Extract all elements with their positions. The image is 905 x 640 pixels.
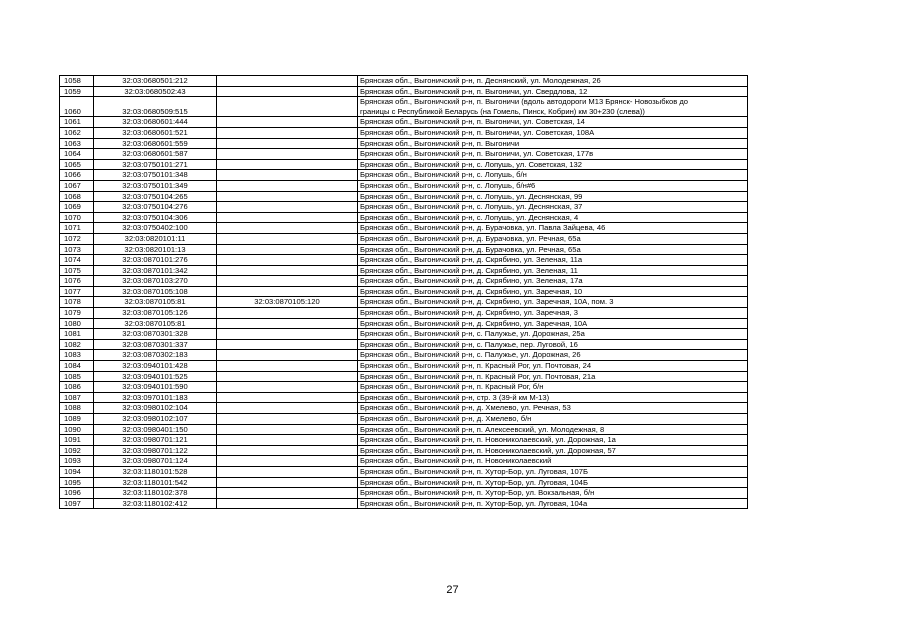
cadastral-number-cell: 32:03:0870103:270 [94, 276, 217, 287]
related-cadastral-number-cell [217, 488, 358, 499]
address-cell: Брянская обл., Выгоничский р-н, п. Выгоничи, ул. Советская, 14 [358, 117, 748, 128]
row-number-cell: 1079 [60, 308, 94, 319]
table-row [60, 159, 748, 170]
cadastral-number-cell: 32:03:0980102:107 [94, 414, 217, 425]
address-cell: Брянская обл., Выгоничский р-н, с. Лопушь, ул. Деснянская, 99 [358, 191, 748, 202]
row-number-cell: 1074 [60, 255, 94, 266]
address-cell: Брянская обл., Выгоничский р-н, с. Лопушь, ул. Советская, 132 [358, 159, 748, 170]
row-number-cell: 1084 [60, 361, 94, 372]
related-cadastral-number-cell: 32:03:0870105:120 [217, 297, 358, 308]
row-number-cell: 1071 [60, 223, 94, 234]
row-number-cell: 1065 [60, 159, 94, 170]
table-row [60, 477, 748, 488]
related-cadastral-number-cell [217, 159, 358, 170]
cadastral-number-cell: 32:03:1180101:528 [94, 466, 217, 477]
table-row [60, 456, 748, 467]
cadastral-number-cell: 32:03:0870301:328 [94, 329, 217, 340]
row-number-cell: 1058 [60, 76, 94, 87]
row-number-cell: 1060 [60, 97, 94, 117]
address-cell: Брянская обл., Выгоничский р-н, п. Деснянский, ул. Молодежная, 26 [358, 76, 748, 87]
cadastral-number-cell: 32:03:0680601:521 [94, 127, 217, 138]
related-cadastral-number-cell [217, 382, 358, 393]
address-cell: Брянская обл., Выгоничский р-н, с. Лопушь, б/н#6 [358, 180, 748, 191]
table-row [60, 329, 748, 340]
related-cadastral-number-cell [217, 371, 358, 382]
row-number-cell: 1089 [60, 414, 94, 425]
cadastral-number-cell: 32:03:0940101:525 [94, 371, 217, 382]
cadastral-number-cell: 32:03:0870105:81 [94, 318, 217, 329]
related-cadastral-number-cell [217, 86, 358, 97]
related-cadastral-number-cell [217, 127, 358, 138]
table-row [60, 127, 748, 138]
row-number-cell: 1091 [60, 435, 94, 446]
table-row [60, 318, 748, 329]
row-number-cell: 1096 [60, 488, 94, 499]
related-cadastral-number-cell [217, 76, 358, 87]
table-row [60, 297, 748, 308]
cadastral-number-cell: 32:03:0980701:122 [94, 445, 217, 456]
cadastral-number-cell: 32:03:0870301:337 [94, 339, 217, 350]
related-cadastral-number-cell [217, 244, 358, 255]
row-number-cell: 1062 [60, 127, 94, 138]
table-row [60, 86, 748, 97]
cadastral-number-cell: 32:03:0750101:349 [94, 180, 217, 191]
cadastral-number-cell: 32:03:0680601:444 [94, 117, 217, 128]
related-cadastral-number-cell [217, 286, 358, 297]
address-cell: Брянская обл., Выгоничский р-н, п. Выгоничи [358, 138, 748, 149]
address-cell: Брянская обл., Выгоничский р-н, п. Новониколаевский, ул. Дорожная, 57 [358, 445, 748, 456]
related-cadastral-number-cell [217, 202, 358, 213]
table-row [60, 276, 748, 287]
table-row [60, 265, 748, 276]
related-cadastral-number-cell [217, 170, 358, 181]
related-cadastral-number-cell [217, 318, 358, 329]
related-cadastral-number-cell [217, 223, 358, 234]
cadastral-number-cell: 32:03:0870101:342 [94, 265, 217, 276]
related-cadastral-number-cell [217, 233, 358, 244]
related-cadastral-number-cell [217, 329, 358, 340]
address-cell: Брянская обл., Выгоничский р-н, д. Хмелево, б/н [358, 414, 748, 425]
address-cell: Брянская обл., Выгоничский р-н, д. Скрябино, ул. Заречная, 10А [358, 318, 748, 329]
table-row [60, 191, 748, 202]
cadastral-number-cell: 32:03:0870105:108 [94, 286, 217, 297]
row-number-cell: 1070 [60, 212, 94, 223]
cadastral-number-cell: 32:03:0750402:100 [94, 223, 217, 234]
table-row [60, 466, 748, 477]
cadastral-number-cell: 32:03:0870105:126 [94, 308, 217, 319]
address-cell: Брянская обл., Выгоничский р-н, п. Алексеевский, ул. Молодежная, 8 [358, 424, 748, 435]
row-number-cell: 1087 [60, 392, 94, 403]
address-cell: Брянская обл., Выгоничский р-н, д. Скрябино, ул. Зеленая, 11 [358, 265, 748, 276]
related-cadastral-number-cell [217, 424, 358, 435]
address-cell: Брянская обл., Выгоничский р-н, д. Скрябино, ул. Зеленая, 17а [358, 276, 748, 287]
related-cadastral-number-cell [217, 308, 358, 319]
table-row [60, 138, 748, 149]
row-number-cell: 1081 [60, 329, 94, 340]
cadastral-number-cell: 32:03:0680509:515 [94, 97, 217, 117]
table-row [60, 255, 748, 266]
table-row [60, 170, 748, 181]
table-row [60, 424, 748, 435]
address-cell: Брянская обл., Выгоничский р-н, д. Скрябино, ул. Зеленая, 11а [358, 255, 748, 266]
table-row [60, 212, 748, 223]
address-cell: Брянская обл., Выгоничский р-н, д. Бурачовка, ул. Речная, 65а [358, 244, 748, 255]
cadastral-number-cell: 32:03:0980701:121 [94, 435, 217, 446]
related-cadastral-number-cell [217, 445, 358, 456]
related-cadastral-number-cell [217, 265, 358, 276]
table-row [60, 361, 748, 372]
table-row [60, 339, 748, 350]
cadastral-number-cell: 32:03:0970101:183 [94, 392, 217, 403]
address-cell: Брянская обл., Выгоничский р-н, д. Бурачовка, ул. Павла Зайцева, 46 [358, 223, 748, 234]
cadastral-number-cell: 32:03:0680601:559 [94, 138, 217, 149]
row-number-cell: 1064 [60, 149, 94, 160]
table-row [60, 498, 748, 509]
row-number-cell: 1083 [60, 350, 94, 361]
table-row [60, 117, 748, 128]
address-cell: Брянская обл., Выгоничский р-н, п. Выгоничи, ул. Свердлова, 12 [358, 86, 748, 97]
related-cadastral-number-cell [217, 498, 358, 509]
related-cadastral-number-cell [217, 180, 358, 191]
cadastral-number-cell: 32:03:0750104:265 [94, 191, 217, 202]
table-row [60, 233, 748, 244]
table-row [60, 414, 748, 425]
cadastral-number-cell: 32:03:0870302:183 [94, 350, 217, 361]
address-cell: Брянская обл., Выгоничский р-н, д. Бурачовка, ул. Речная, 65а [358, 233, 748, 244]
related-cadastral-number-cell [217, 97, 358, 117]
table-row [60, 202, 748, 213]
related-cadastral-number-cell [217, 392, 358, 403]
table-row [60, 435, 748, 446]
address-cell: Брянская обл., Выгоничский р-н, д. Хмелево, ул. Речная, 53 [358, 403, 748, 414]
related-cadastral-number-cell [217, 276, 358, 287]
related-cadastral-number-cell [217, 191, 358, 202]
cadastral-number-cell: 32:03:0870105:81 [94, 297, 217, 308]
cadastral-number-cell: 32:03:1180102:412 [94, 498, 217, 509]
cadastral-number-cell: 32:03:0680501:212 [94, 76, 217, 87]
address-cell: Брянская обл., Выгоничский р-н, п. Новониколаевский, ул. Дорожная, 1а [358, 435, 748, 446]
row-number-cell: 1076 [60, 276, 94, 287]
related-cadastral-number-cell [217, 477, 358, 488]
table-row [60, 180, 748, 191]
row-number-cell: 1069 [60, 202, 94, 213]
row-number-cell: 1088 [60, 403, 94, 414]
cadastral-number-cell: 32:03:0980401:150 [94, 424, 217, 435]
address-cell: Брянская обл., Выгоничский р-н, п. Выгоничи, ул. Советская, 108А [358, 127, 748, 138]
address-cell: Брянская обл., Выгоничский р-н, д. Скрябино, ул. Заречная, 10А, пом. 3 [358, 297, 748, 308]
table-row [60, 445, 748, 456]
row-number-cell: 1077 [60, 286, 94, 297]
address-cell: Брянская обл., Выгоничский р-н, п. Хутор-Бор, ул. Луговая, 104Б [358, 477, 748, 488]
row-number-cell: 1097 [60, 498, 94, 509]
address-cell: Брянская обл., Выгоничский р-н, п. Хутор-Бор, ул. Луговая, 107Б [358, 466, 748, 477]
cadastral-number-cell: 32:03:0750104:276 [94, 202, 217, 213]
cadastral-number-cell: 32:03:0820101:13 [94, 244, 217, 255]
address-cell: Брянская обл., Выгоничский р-н, с. Лопушь, ул. Деснянская, 37 [358, 202, 748, 213]
related-cadastral-number-cell [217, 403, 358, 414]
cadastral-number-cell: 32:03:0750104:306 [94, 212, 217, 223]
related-cadastral-number-cell [217, 117, 358, 128]
address-cell: Брянская обл., Выгоничский р-н, д. Скрябино, ул. Заречная, 10 [358, 286, 748, 297]
table-row [60, 392, 748, 403]
row-number-cell: 1092 [60, 445, 94, 456]
row-number-cell: 1085 [60, 371, 94, 382]
row-number-cell: 1075 [60, 265, 94, 276]
address-cell: Брянская обл., Выгоничский р-н, стр. 3 (39-й км М-13) [358, 392, 748, 403]
related-cadastral-number-cell [217, 212, 358, 223]
address-cell: Брянская обл., Выгоничский р-н, п. Выгоничи, ул. Советская, 177в [358, 149, 748, 160]
property-table-body [60, 76, 748, 509]
table-row [60, 382, 748, 393]
address-cell: Брянская обл., Выгоничский р-н, с. Лопушь, б/н [358, 170, 748, 181]
cadastral-number-cell: 32:03:0940101:590 [94, 382, 217, 393]
related-cadastral-number-cell [217, 466, 358, 477]
table-row [60, 244, 748, 255]
row-number-cell: 1086 [60, 382, 94, 393]
table-row [60, 149, 748, 160]
row-number-cell: 1078 [60, 297, 94, 308]
cadastral-number-cell: 32:03:0820101:11 [94, 233, 217, 244]
table-row [60, 97, 748, 117]
address-cell: Брянская обл., Выгоничский р-н, п. Выгоничи (вдоль автодороги М13 Брянск- Новозыбков до границы с Республикой Беларусь (на Гомель, Пинск, Кобрин) км 30+230 (слева)) [358, 97, 748, 117]
cadastral-number-cell: 32:03:0870101:276 [94, 255, 217, 266]
table-row [60, 76, 748, 87]
address-cell: Брянская обл., Выгоничский р-н, п. Красный Рог, ул. Почтовая, 21а [358, 371, 748, 382]
row-number-cell: 1072 [60, 233, 94, 244]
related-cadastral-number-cell [217, 138, 358, 149]
cadastral-number-cell: 32:03:0680502:43 [94, 86, 217, 97]
related-cadastral-number-cell [217, 414, 358, 425]
cadastral-number-cell: 32:03:0750101:271 [94, 159, 217, 170]
address-cell: Брянская обл., Выгоничский р-н, с. Палужье, пер. Луговой, 16 [358, 339, 748, 350]
row-number-cell: 1066 [60, 170, 94, 181]
related-cadastral-number-cell [217, 339, 358, 350]
address-cell: Брянская обл., Выгоничский р-н, п. Красный Рог, б/н [358, 382, 748, 393]
address-cell: Брянская обл., Выгоничский р-н, п. Хутор-Бор, ул. Вокзальная, б/н [358, 488, 748, 499]
address-cell: Брянская обл., Выгоничский р-н, с. Лопушь, ул. Деснянская, 4 [358, 212, 748, 223]
row-number-cell: 1063 [60, 138, 94, 149]
address-cell: Брянская обл., Выгоничский р-н, п. Хутор-Бор, ул. Луговая, 104а [358, 498, 748, 509]
address-cell: Брянская обл., Выгоничский р-н, п. Красный Рог, ул. Почтовая, 24 [358, 361, 748, 372]
table-row [60, 286, 748, 297]
address-cell: Брянская обл., Выгоничский р-н, с. Палужье, ул. Дорожная, 26 [358, 350, 748, 361]
address-cell: Брянская обл., Выгоничский р-н, д. Скрябино, ул. Заречная, 3 [358, 308, 748, 319]
row-number-cell: 1073 [60, 244, 94, 255]
table-row [60, 371, 748, 382]
cadastral-number-cell: 32:03:0980701:124 [94, 456, 217, 467]
cadastral-number-cell: 32:03:0940101:428 [94, 361, 217, 372]
row-number-cell: 1080 [60, 318, 94, 329]
cadastral-number-cell: 32:03:0750101:348 [94, 170, 217, 181]
related-cadastral-number-cell [217, 361, 358, 372]
cadastral-number-cell: 32:03:0980102:104 [94, 403, 217, 414]
row-number-cell: 1061 [60, 117, 94, 128]
row-number-cell: 1093 [60, 456, 94, 467]
row-number-cell: 1090 [60, 424, 94, 435]
row-number-cell: 1067 [60, 180, 94, 191]
table-row [60, 350, 748, 361]
cadastral-number-cell: 32:03:1180101:542 [94, 477, 217, 488]
cadastral-number-cell: 32:03:1180102:378 [94, 488, 217, 499]
row-number-cell: 1068 [60, 191, 94, 202]
table-row [60, 308, 748, 319]
property-table [59, 75, 748, 509]
row-number-cell: 1094 [60, 466, 94, 477]
related-cadastral-number-cell [217, 456, 358, 467]
row-number-cell: 1082 [60, 339, 94, 350]
related-cadastral-number-cell [217, 255, 358, 266]
cadastral-number-cell: 32:03:0680601:587 [94, 149, 217, 160]
row-number-cell: 1059 [60, 86, 94, 97]
page-number: 27 [446, 584, 459, 596]
address-cell: Брянская обл., Выгоничский р-н, п. Новониколаевский [358, 456, 748, 467]
related-cadastral-number-cell [217, 149, 358, 160]
table-row [60, 488, 748, 499]
table-row [60, 403, 748, 414]
address-cell: Брянская обл., Выгоничский р-н, с. Палужье, ул. Дорожная, 25а [358, 329, 748, 340]
related-cadastral-number-cell [217, 350, 358, 361]
table-row [60, 223, 748, 234]
row-number-cell: 1095 [60, 477, 94, 488]
related-cadastral-number-cell [217, 435, 358, 446]
